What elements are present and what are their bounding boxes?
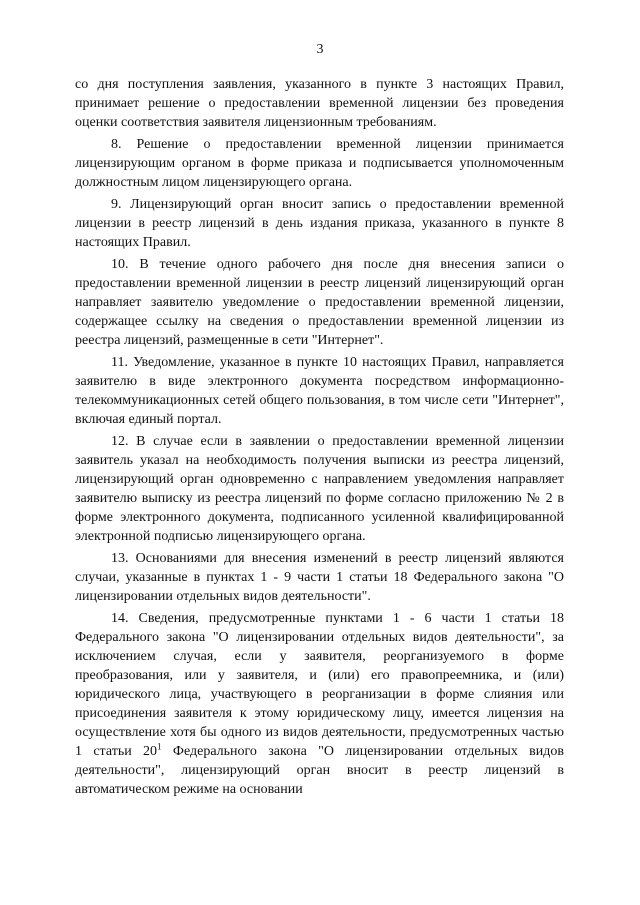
paragraph-10: 10. В течение одного рабочего дня после дня внесения записи о предоставлении временной лицензии в реестр лицензий лицензирующий орган направляет заявителю уведомление о предоставлении временной лицензии, содержащее ссылку на сведения о предоставлении временной лицензии из реестра лицензий, размещенные в сети "Интернет". bbox=[75, 257, 564, 348]
superscript-marker: 1 bbox=[157, 741, 162, 752]
paragraph-8: 8. Решение о предоставлении временной лицензии принимается лицензирующим органом в форме приказа и подписывается уполномоченным должностным лицом лицензирующего органа. bbox=[75, 137, 564, 190]
document-body bbox=[75, 75, 564, 802]
paragraph-14-text-before: 14. Сведения, предусмотренные пунктами 1 - 6 части 1 статьи 18 Федерального закона "О лицензировании отдельных видов деятельности", за исключением случая, если у заявителя, реорганизуемого в форме преобразования, или у заявителя, и (или) его правопреемника, и (или) юридического лица, участвующего в реорганизации в форме слияния или присоединения заявителя к этому юридическому лицу, имеется лицензия на осуществление хотя бы одного из видов деятельности, предусмотренных частью 1 статьи 20 bbox=[75, 611, 564, 759]
page-number: 3 bbox=[316, 42, 324, 57]
paragraph-13: 13. Основаниями для внесения изменений в реестр лицензий являются случаи, указанные в пунктах 1 - 9 части 1 статьи 18 Федерального закона "О лицензировании отдельных видов деятельности". bbox=[75, 551, 564, 604]
paragraph-11: 11. Уведомление, указанное в пункте 10 настоящих Правил, направляется заявителю в виде электронного документа посредством информационно-телекоммуникационных сетей общего пользования, в том числе сети "Интернет", включая единый портал. bbox=[75, 355, 564, 427]
paragraph-continuation: со дня поступления заявления, указанного в пункте 3 настоящих Правил, принимает решение о предоставлении временной лицензии без проведения оценки соответствия заявителя лицензионным требованиям. bbox=[75, 77, 564, 130]
paragraph-12: 12. В случае если в заявлении о предоставлении временной лицензии заявитель указал на необходимость получения выписки из реестра лицензий, лицензирующий орган одновременно с направлением уведомления направляет заявителю выписку из реестра лицензий по форме согласно приложению № 2 в форме электронного документа, подписанного усиленной квалифицированной электронной подписью лицензирующего органа. bbox=[75, 434, 564, 544]
paragraph-14 bbox=[75, 609, 564, 799]
paragraph-14-text-after: Федерального закона "О лицензировании отдельных видов деятельности", лицензирующий орган вносит в реестр лицензий в автоматическом режиме на основании bbox=[75, 744, 564, 797]
paragraph-9: 9. Лицензирующий орган вносит запись о предоставлении временной лицензии в реестр лицензий в день издания приказа, указанного в пункте 8 настоящих Правил. bbox=[75, 197, 564, 250]
